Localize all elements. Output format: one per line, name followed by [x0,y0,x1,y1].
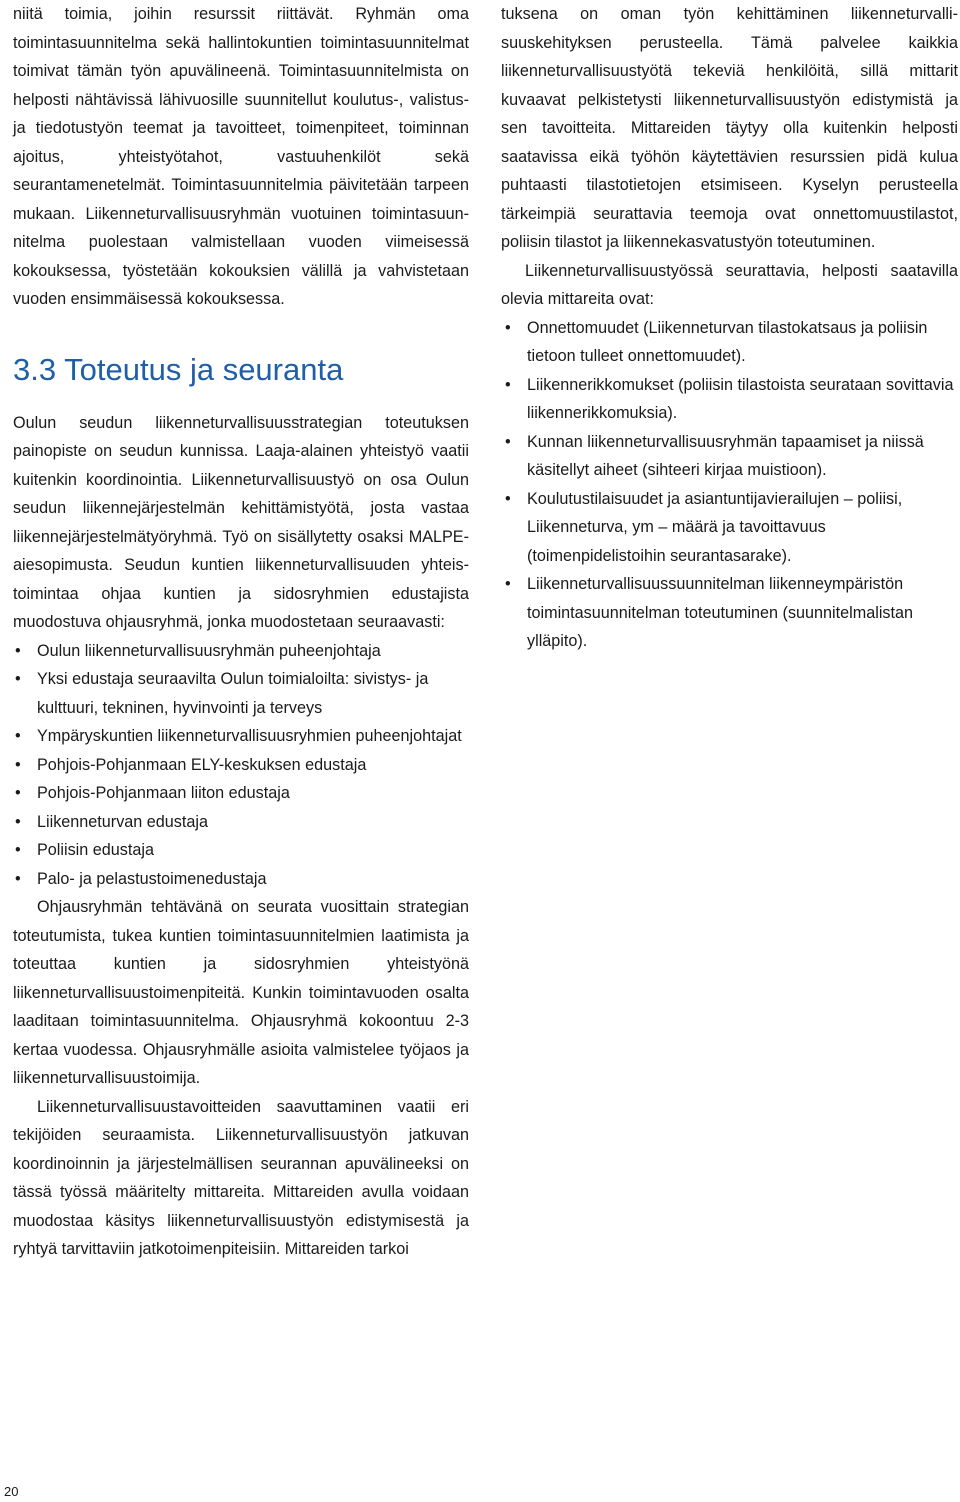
bullet-icon: • [505,575,511,593]
list-item [13,836,469,865]
body-paragraph: Ohjausryhmän tehtävänä on seurata vuosittain strategian toteutumista, tukea kuntien toimintasuunnitelmien laatimista ja toteuttaa kuntien ja sidosryhmien yhteistyönä liikenneturvallisuustoimenpiteitä. Kunkin toimintavuoden osalta laaditaan toimintasuunnitelma. Ohjausryhmä kokoontuu 2-3 kertaa vuodessa. Ohjausryhmälle asioita valmistelee työjaos ja liikenneturvallisuustoimija. [13,898,469,1087]
list-item-text: Koulutustilaisuudet ja asiantuntijavierailujen – poliisi, Liikenneturva, ym – määrä ja tavoittavuus (toimenpidelistoihin seurantasarake). [527,489,903,565]
list-item-text: Oulun liikenneturvallisuusryhmän puheenjohtaja [37,641,381,660]
list-item [13,779,469,808]
list-item [13,808,469,837]
list-item [501,314,958,371]
list-item-text: Pohjois-Pohjanmaan liiton edustaja [37,784,290,802]
list-item-text: Onnettomuudet (Liikenneturvan tilastokatsaus ja poliisin tietoon tulleet onnettomuudet). [527,318,928,365]
body-paragraph: Liikenneturvallisuustavoitteiden saavuttaminen vaatii eri tekijöiden seuraamista. Liikenneturvallisuustyön jatkuvan koordinoinnin ja järjestelmällisen seurannan apuvälineeksi on tässä työssä määritelty mittareita. Mittareiden avulla voidaan muodostaa käsitys liikenneturvallisuustyön edistymisestä ja ryhtyä tarvittaviin jatkotoimenpiteisiin. Mittareiden tarkoi [13,1097,469,1258]
list-item [501,570,958,656]
bullet-icon: • [505,489,511,508]
list-item [13,751,469,780]
bullet-icon: • [15,812,21,831]
body-paragraph: Oulun seudun liikenneturvallisuusstrategian toteutuksen painopiste on seudun kunnissa. Laaja-alainen yhteistyö vaatii kuitenkin koordinointia. Liikenneturvallisuustyö on osa Oulun seudun liikennejärjestelmän kehittämistyötä, josta vastaa liikennejärjestelmätyöryhmä. Työ on sisällytetty osaksi MALPE-aiesopimusta. Seudun kuntien liikenneturvallisuuden yhteistoimintaa ohjaa kuntien ja sidosryhmien edustajista muodostuva ohjausryhmä, jonka muodostetaan seuraavasti: [13,413,469,631]
bullet-icon: • [15,869,21,888]
bullet-icon: • [15,841,21,859]
list-item [13,637,469,666]
list-item-text: Yksi edustaja seuraavilta Oulun toimialoilta: sivistys- ja kulttuuri, tekninen, hyvinvointi ja terveys [37,670,429,717]
left-column [13,0,469,1264]
list-item-text: Liikenneturvallisuussuunnitelman liikenneympäristön toimintasuunnitelman toteutuminen (suunnitelmalistan ylläpito). [527,575,914,650]
list-item [13,865,469,894]
list-item [501,428,958,485]
list-item-text: Palo- ja pelastustoimenedustaja [37,869,267,888]
bullet-icon: • [15,755,21,774]
list-item-text: Pohjois-Pohjanmaan ELY-keskuksen edustaja [37,755,367,774]
list-item [13,722,469,751]
bullet-icon: • [15,641,21,660]
list-item-text: Liikenneturvan edustaja [37,812,208,831]
list-item-text: Poliisin edustaja [37,841,154,859]
section-heading: 3.3 Toteutus ja seuranta [13,351,344,387]
bullet-icon: • [505,318,511,337]
list-item-text: Ympäryskuntien liikenneturvallisuusryhmien puheenjohtajat [37,727,462,745]
bullet-icon: • [15,727,21,745]
list-item-text: Kunnan liikenneturvallisuusryhmän tapaamiset ja niissä käsitellyt aiheet (sihteeri kirjaa muistioon). [527,432,924,479]
bullet-icon: • [505,375,511,394]
bullet-icon: • [15,670,21,688]
bullet-icon: • [15,784,21,802]
body-paragraph: niitä toimia, joihin resurssit riittävät. Ryhmän oma toimintasuunnitelma sekä hallintokuntien toimintasuunnitelmat toimivat tämän työn apuvälineenä. Toimintasuunnitelmista on helposti nähtävissä lähivuosille suunnitellut koulutus-, valistus- ja tiedotustyön teemat ja tavoitteet, toimenpiteet, toiminnan ajoitus, yhteistyötahot, vastuuhenkilöt sekä seurantamenetelmät. Toimintasuunnitelmia päivitetään tarpeen mukaan. Liikenneturvallisuusryhmän vuotuinen toimintasuunnitelma puolestaan valmistellaan vuoden viimeisessä kokouksessa, työstetään kokouksien välillä ja vahvistetaan vuoden ensimmäisessä kokouksessa. [13,5,469,308]
list-item [13,665,469,722]
list-item [501,371,958,428]
body-paragraph: tuksena on oman työn kehittäminen liikenneturvallisuuskehityksen perusteella. Tämä palvelee kaikkia liikenneturvallisuustyötä tekeviä henkilöitä, sillä mittarit kuvaavat pelkistetysti liikenneturvallisuustyön edistymistä ja sen tavoitteita. Mittareiden täytyy olla kuitenkin helposti saatavissa eikä työhön käytettävien resurssien pidä kulua puhtaasti tilastotietojen etsimiseen. Kyselyn perusteella tärkeimpiä seurattavia teemoja ovat onnettomuustilastot, poliisin tilastot ja liikennekasvatustyön toteutuminen. [501,5,958,251]
list-item [501,485,958,571]
steering-group-list [13,637,469,894]
body-paragraph: Liikenneturvallisuustyössä seurattavia, helposti saatavilla olevia mittareita ovat: [501,261,958,308]
bullet-icon: • [505,432,511,451]
page-number: 20 [4,1484,19,1499]
list-item-text: Liikennerikkomukset (poliisin tilastoista seurataan sovittavia liikennerikkomuksia). [527,375,954,422]
metrics-list [501,314,958,656]
right-column [501,0,958,656]
